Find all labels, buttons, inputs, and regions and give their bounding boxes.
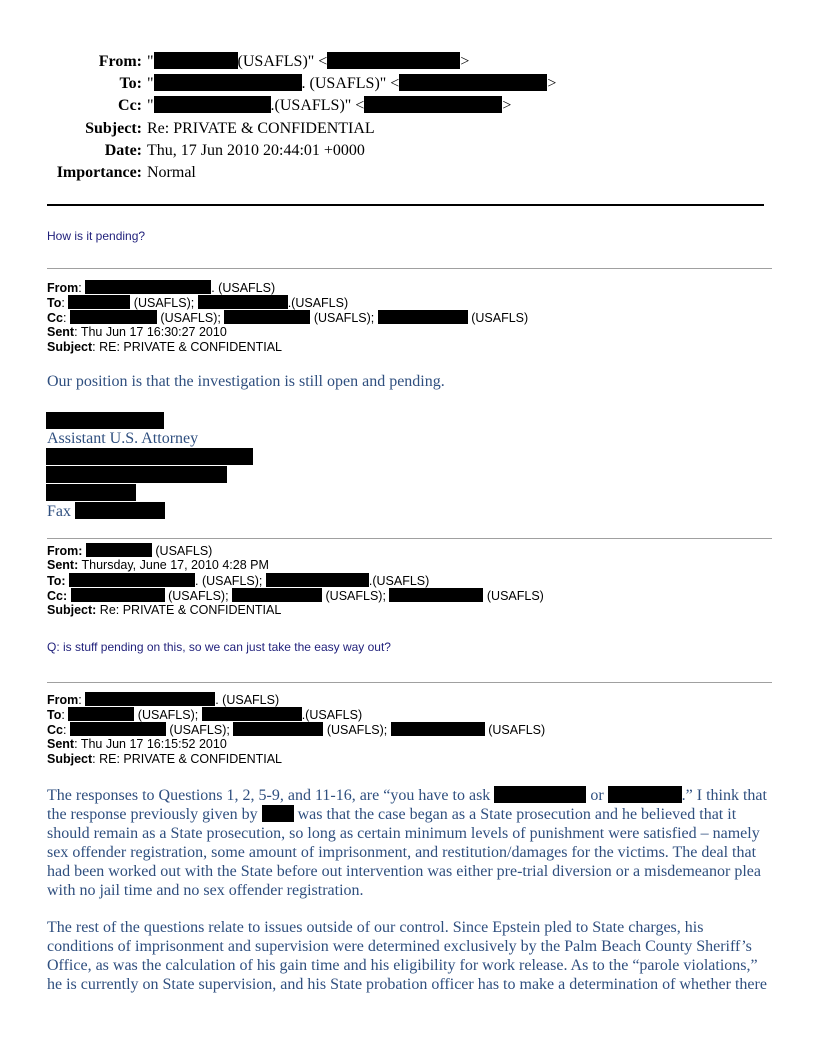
redaction [198,295,288,309]
to-label: To: [47,574,66,588]
msg1-body: Our position is that the investigation is still open and pending. [47,373,445,390]
subject-label: Subject [47,752,93,766]
msg1-sent-value: : Thu Jun 17 16:30:27 2010 [74,325,227,339]
header-date-label: Date: [104,142,142,159]
msg1-subject-value: : RE: PRIVATE & CONFIDENTIAL [92,340,282,354]
colon: : [62,311,67,325]
header-subject-row [0,119,816,139]
header-cc-label: Cc: [118,97,142,114]
redaction [69,573,195,587]
from-label: From [47,281,79,295]
colon: : [61,708,65,722]
cc-label: Cc [47,311,63,325]
p1-or: or [586,787,608,804]
quote-mark: " [147,97,154,114]
reply-text: How is it pending? [47,229,146,243]
msg2-subject-line [47,603,281,618]
redaction [75,502,165,519]
redaction [232,588,322,602]
to-label: To [47,296,62,310]
redaction [154,74,302,91]
msg3-to-b: .(USAFLS) [301,708,363,722]
redaction [154,96,271,113]
msg3-from-value: . (USAFLS) [215,693,280,707]
header-subject-value: Re: PRIVATE & CONFIDENTIAL [147,120,375,137]
redaction [71,588,165,602]
msg1-subject-line [47,340,282,355]
message-divider [47,682,772,683]
p1-part-a: The responses to Questions 1, 2, 5-9, and 11-16, are “you have to ask [47,787,495,804]
p1-part-b: .” I think that the response previously given by [47,787,767,823]
msg3-cc-a: (USAFLS); [165,723,230,737]
fax-label: Fax [47,503,71,520]
header-from-value: (USAFLS)" < [237,53,328,70]
header-from-row [0,52,816,72]
msg3-subject-value: : RE: PRIVATE & CONFIDENTIAL [92,752,282,766]
msg3-paragraph-1 [47,786,769,900]
redaction [224,310,310,324]
redaction [46,448,253,465]
redaction [399,74,547,91]
sent-label: Sent [47,325,75,339]
redaction [608,786,682,803]
msg1-cc-a: (USAFLS); [156,311,221,325]
redaction [46,466,227,483]
msg2-cc-line [47,588,544,604]
redaction [68,707,134,721]
angle-bracket: > [547,75,557,92]
quote-mark: " [147,75,154,92]
subject-label: Subject [47,340,93,354]
msg3-from-line [47,692,279,708]
msg2-to-b: .(USAFLS) [368,574,430,588]
sent-label: Sent: [47,558,79,572]
msg3-to-a: (USAFLS); [134,708,199,722]
msg2-cc-a: (USAFLS); [164,589,229,603]
msg1-sent-line [47,325,227,340]
header-subject-label: Subject: [85,120,142,137]
to-label: To [47,708,62,722]
header-cc-value: .(USAFLS)" < [270,97,365,114]
signature-fax [47,502,165,521]
msg1-from-line [47,280,275,296]
msg1-from-value: . (USAFLS) [211,281,276,295]
msg3-cc-b: (USAFLS); [323,723,388,737]
redaction [494,786,586,803]
msg2-from-value: (USAFLS) [151,544,213,558]
colon: : [78,693,82,707]
redaction [85,280,211,294]
msg1-cc-b: (USAFLS); [310,311,375,325]
msg3-to-line [47,707,362,723]
redaction [389,588,483,602]
colon: : [61,296,65,310]
redaction [266,573,369,587]
msg1-to-b: .(USAFLS) [287,296,349,310]
header-to-label: To: [119,75,142,92]
subject-label: Subject: [47,603,97,617]
redaction [202,707,302,721]
redaction [378,310,468,324]
redaction [85,692,215,706]
message-divider [47,538,772,539]
msg3-cc-c: (USAFLS) [484,723,546,737]
msg3-sent-value: : Thu Jun 17 16:15:52 2010 [74,737,227,751]
header-importance-row [0,163,816,183]
msg2-subject-value: Re: PRIVATE & CONFIDENTIAL [96,603,282,617]
quote-mark: " [147,53,154,70]
redaction [46,484,136,501]
header-from-label: From: [98,53,142,70]
redaction [154,52,238,69]
colon: : [78,281,82,295]
angle-bracket: > [460,53,470,70]
header-to-value: . (USAFLS)" < [301,75,400,92]
redaction [327,52,460,69]
redaction [86,543,152,557]
msg2-to-line [47,573,429,589]
angle-bracket: > [502,97,512,114]
header-date-value: Thu, 17 Jun 2010 20:44:01 +0000 [147,142,365,159]
msg3-subject-line [47,752,282,767]
msg1-to-a: (USAFLS); [130,296,195,310]
header-importance-label: Importance: [56,164,142,181]
sent-label: Sent [47,737,75,751]
from-label: From [47,693,79,707]
header-importance-value: Normal [147,164,196,181]
p1-part-c: was that the case began as a State prosecution and he believed that it should remain as a State prosecution, so long as certain minimum levels of punishment were satisfied – namely sex offender registration, some amount of imprisonment, and restitution/damages for the victims. The deal that had been worked out with the State before out intervention was either pre-trial diversion or a misdemeanor plea with no jail time and no sex offender registration. [47,806,761,899]
colon: : [62,723,67,737]
msg2-to-a: . (USAFLS); [195,574,263,588]
msg2-body: Q: is stuff pending on this, so we can just take the easy way out? [47,640,391,654]
header-date-row [0,141,816,161]
header-to-row [0,74,816,94]
msg1-cc-c: (USAFLS) [467,311,529,325]
msg2-cc-c: (USAFLS) [483,589,544,603]
redaction [364,96,502,113]
msg3-sent-line [47,737,227,752]
msg3-cc-line [47,722,545,738]
header-cc-row [0,96,816,116]
msg1-to-line [47,295,348,311]
header-divider [47,204,764,206]
redaction [70,310,157,324]
msg1-cc-line [47,310,528,326]
redaction [70,722,166,736]
from-label: From: [47,544,83,558]
redaction [233,722,323,736]
signature-title: Assistant U.S. Attorney [47,430,199,447]
cc-label: Cc [47,723,63,737]
msg2-from-line [47,543,212,559]
message-divider [47,268,772,269]
msg3-paragraph-2: The rest of the questions relate to issues outside of our control. Since Epstein pled to State charges, his conditions of imprisonment and supervision were determined exclusively by the Palm Beach County Sheriff’s Office, as was the calculation of his gain time and his eligibility for work release. As to the “parole violations,” he is currently on State supervision, and his State probation officer has to make a determination of whether there [47,919,767,993]
cc-label: Cc: [47,589,68,603]
redaction [68,295,130,309]
msg2-cc-b: (USAFLS); [322,589,386,603]
msg2-sent-line [47,558,269,573]
redaction [46,412,164,429]
msg2-sent-value: Thursday, June 17, 2010 4:28 PM [78,558,269,572]
redaction [391,722,485,736]
redaction [262,805,294,822]
